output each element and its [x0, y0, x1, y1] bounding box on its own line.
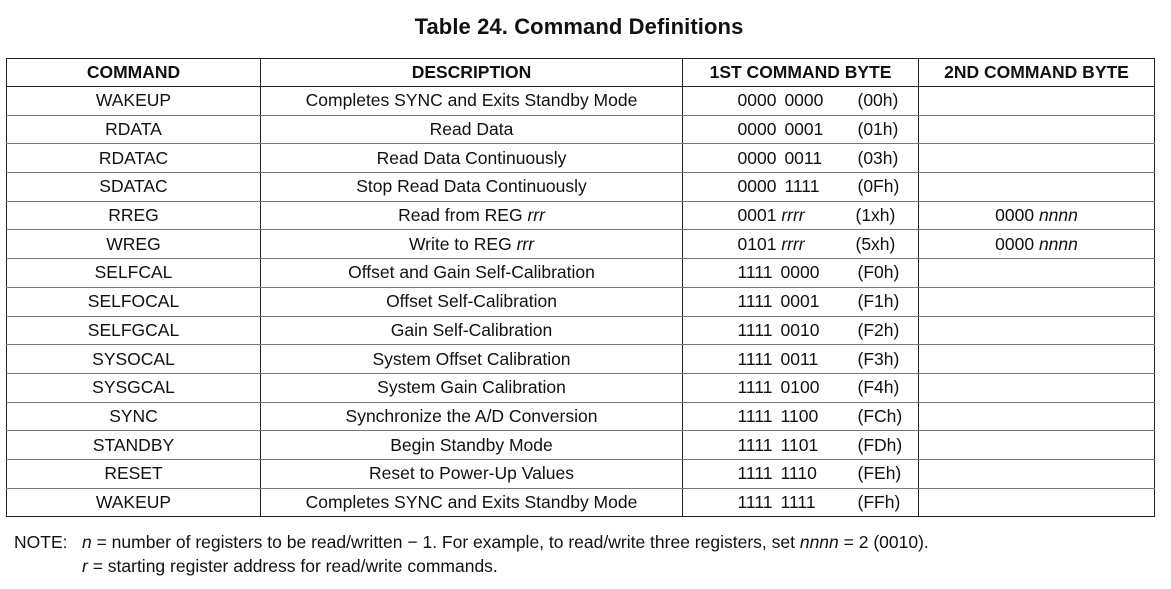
- description-cell: [261, 259, 683, 288]
- first-byte-cell: [683, 373, 919, 402]
- first-byte-high-nibble: 0000: [737, 119, 777, 140]
- first-byte-cell: [683, 345, 919, 374]
- note-var-r: r: [82, 556, 88, 576]
- first-byte-hex: (FEh): [857, 463, 902, 484]
- description-cell: [261, 144, 683, 173]
- command-cell: SYSOCAL: [7, 345, 261, 374]
- second-byte-cell: [919, 259, 1155, 288]
- second-byte-cell: [919, 87, 1155, 116]
- first-byte-cell: [683, 431, 919, 460]
- command-cell: RESET: [7, 459, 261, 488]
- second-byte-cell: [919, 402, 1155, 431]
- first-byte-high-nibble: 1111: [737, 434, 773, 455]
- first-byte-low-nibble: 0000: [780, 262, 820, 283]
- command-cell: RDATA: [7, 115, 261, 144]
- table-row: [7, 201, 1155, 230]
- table-row: [7, 488, 1155, 517]
- header-description: DESCRIPTION: [261, 59, 683, 87]
- first-byte-low-nibble: rrrr: [781, 233, 805, 254]
- first-byte-low-nibble: 1110: [780, 463, 817, 484]
- table-row: [7, 259, 1155, 288]
- table-row: [7, 230, 1155, 259]
- second-byte-cell: [919, 431, 1155, 460]
- description-text: Completes SYNC and Exits Standby Mode: [305, 90, 638, 111]
- first-byte-hex: (F3h): [857, 348, 900, 369]
- description-text: Stop Read Data Continuously: [356, 176, 587, 197]
- command-cell: WREG: [7, 230, 261, 259]
- command-cell: SELFCAL: [7, 259, 261, 288]
- description-text: System Gain Calibration: [377, 377, 566, 398]
- first-byte-low-nibble: 1100: [780, 405, 819, 426]
- second-byte-cell: [919, 173, 1155, 202]
- description-cell: [261, 431, 683, 460]
- note-line-2: [14, 554, 929, 578]
- first-byte-cell: [683, 230, 919, 259]
- first-byte-low-nibble: 1111: [780, 491, 816, 512]
- header-command: COMMAND: [7, 59, 261, 87]
- second-byte-var: nnnn: [1038, 205, 1078, 226]
- table-row: [7, 316, 1155, 345]
- second-byte-cell: [919, 144, 1155, 173]
- second-byte-cell: [919, 488, 1155, 517]
- table-row: [7, 144, 1155, 173]
- description-text: Offset and Gain Self-Calibration: [348, 262, 595, 283]
- note-var-n: n: [82, 532, 92, 552]
- first-byte-high-nibble: 1111: [737, 348, 773, 369]
- command-cell: SYNC: [7, 402, 261, 431]
- table-row: [7, 459, 1155, 488]
- description-cell: [261, 345, 683, 374]
- command-cell: RDATAC: [7, 144, 261, 173]
- second-byte-high-nibble: 0000: [995, 233, 1035, 254]
- first-byte-hex: (FDh): [857, 434, 903, 455]
- first-byte-hex: (F1h): [857, 291, 900, 312]
- first-byte-high-nibble: 0101: [737, 233, 777, 254]
- header-row: [7, 59, 1155, 87]
- first-byte-hex: (00h): [857, 90, 899, 111]
- command-cell: STANDBY: [7, 431, 261, 460]
- description-cell: [261, 459, 683, 488]
- description-text: Offset Self-Calibration: [386, 291, 557, 312]
- first-byte-low-nibble: 0000: [784, 90, 824, 111]
- first-byte-hex: (1xh): [855, 205, 896, 226]
- second-byte-cell: [919, 201, 1155, 230]
- first-byte-low-nibble: 0011: [784, 147, 823, 168]
- description-cell: [261, 115, 683, 144]
- first-byte-hex: (F2h): [857, 319, 900, 340]
- first-byte-hex: (FCh): [857, 405, 903, 426]
- first-byte-cell: [683, 287, 919, 316]
- description-cell: [261, 201, 683, 230]
- note-text-1: = number of registers to be read/written − 1. For example, to read/write three registers, set: [91, 532, 800, 552]
- description-cell: [261, 373, 683, 402]
- first-byte-high-nibble: 1111: [737, 377, 773, 398]
- first-byte-high-nibble: 0000: [737, 147, 777, 168]
- first-byte-low-nibble: 0100: [780, 377, 820, 398]
- note-var-nnnn: nnnn: [799, 532, 839, 552]
- command-cell: RREG: [7, 201, 261, 230]
- command-cell: SELFGCAL: [7, 316, 261, 345]
- first-byte-low-nibble: 1101: [780, 434, 819, 455]
- description-cell: [261, 230, 683, 259]
- header-second-byte: 2ND COMMAND BYTE: [919, 59, 1155, 87]
- first-byte-cell: [683, 316, 919, 345]
- first-byte-low-nibble: 0001: [780, 291, 820, 312]
- description-var: rrr: [516, 233, 535, 254]
- first-byte-low-nibble: 0011: [780, 348, 819, 369]
- first-byte-low-nibble: 0001: [784, 119, 824, 140]
- table-title: Table 24. Command Definitions: [414, 14, 744, 39]
- command-cell: WAKEUP: [7, 488, 261, 517]
- table-row: [7, 287, 1155, 316]
- second-byte-var: nnnn: [1038, 233, 1078, 254]
- first-byte-hex: (5xh): [855, 233, 896, 254]
- note-text-3: = starting register address for read/write commands.: [87, 556, 498, 576]
- first-byte-high-nibble: 1111: [737, 262, 773, 283]
- first-byte-low-nibble: 0010: [780, 319, 820, 340]
- second-byte-cell: [919, 230, 1155, 259]
- description-text: Read Data Continuously: [376, 147, 567, 168]
- first-byte-high-nibble: 1111: [737, 491, 773, 512]
- table-note: [14, 530, 929, 578]
- first-byte-cell: [683, 201, 919, 230]
- description-text: Synchronize the A/D Conversion: [345, 405, 598, 426]
- description-text: System Offset Calibration: [372, 348, 571, 369]
- first-byte-hex: (0Fh): [857, 176, 900, 197]
- table-row: [7, 115, 1155, 144]
- first-byte-low-nibble: 1111: [784, 176, 820, 197]
- command-cell: SDATAC: [7, 173, 261, 202]
- description-cell: [261, 87, 683, 116]
- first-byte-cell: [683, 402, 919, 431]
- description-text: Begin Standby Mode: [390, 434, 553, 455]
- table-row: [7, 173, 1155, 202]
- second-byte-cell: [919, 287, 1155, 316]
- description-cell: [261, 402, 683, 431]
- description-text: Gain Self-Calibration: [390, 319, 553, 340]
- table-row: [7, 402, 1155, 431]
- command-definitions-table: [6, 58, 1155, 517]
- description-text: Completes SYNC and Exits Standby Mode: [305, 491, 638, 512]
- description-cell: [261, 488, 683, 517]
- table-row: [7, 373, 1155, 402]
- first-byte-high-nibble: 0001: [737, 205, 777, 226]
- second-byte-cell: [919, 459, 1155, 488]
- description-cell: [261, 316, 683, 345]
- description-text: Write to REG: [408, 233, 517, 254]
- first-byte-high-nibble: 0000: [737, 90, 777, 111]
- first-byte-cell: [683, 87, 919, 116]
- first-byte-hex: (F0h): [857, 262, 900, 283]
- command-cell: WAKEUP: [7, 87, 261, 116]
- first-byte-hex: (FFh): [857, 491, 901, 512]
- second-byte-cell: [919, 316, 1155, 345]
- first-byte-cell: [683, 259, 919, 288]
- table-row: [7, 431, 1155, 460]
- second-byte-cell: [919, 115, 1155, 144]
- description-var: rrr: [527, 205, 545, 226]
- first-byte-hex: (03h): [857, 147, 899, 168]
- first-byte-hex: (F4h): [857, 377, 900, 398]
- description-text: Reset to Power-Up Values: [369, 463, 574, 484]
- first-byte-cell: [683, 459, 919, 488]
- first-byte-high-nibble: 1111: [737, 291, 773, 312]
- first-byte-cell: [683, 488, 919, 517]
- first-byte-cell: [683, 173, 919, 202]
- note-text-2: = 2 (0010).: [838, 532, 929, 552]
- second-byte-cell: [919, 373, 1155, 402]
- first-byte-cell: [683, 144, 919, 173]
- table-row: [7, 87, 1155, 116]
- first-byte-hex: (01h): [857, 119, 899, 140]
- first-byte-low-nibble: rrrr: [781, 205, 805, 226]
- command-cell: SYSGCAL: [7, 373, 261, 402]
- second-byte-cell: [919, 345, 1155, 374]
- first-byte-cell: [683, 115, 919, 144]
- table-body: [7, 87, 1155, 517]
- first-byte-high-nibble: 1111: [737, 319, 773, 340]
- description-text: Read from REG: [398, 205, 528, 226]
- command-cell: SELFOCAL: [7, 287, 261, 316]
- second-byte-high-nibble: 0000: [995, 205, 1035, 226]
- description-cell: [261, 173, 683, 202]
- first-byte-high-nibble: 1111: [737, 463, 773, 484]
- header-first-byte: 1ST COMMAND BYTE: [683, 59, 919, 87]
- first-byte-high-nibble: 1111: [737, 405, 773, 426]
- table-row: [7, 345, 1155, 374]
- description-text: Read Data: [429, 119, 514, 140]
- note-line-1: [14, 530, 929, 554]
- description-cell: [261, 287, 683, 316]
- first-byte-high-nibble: 0000: [737, 176, 777, 197]
- note-label: NOTE:: [14, 532, 68, 552]
